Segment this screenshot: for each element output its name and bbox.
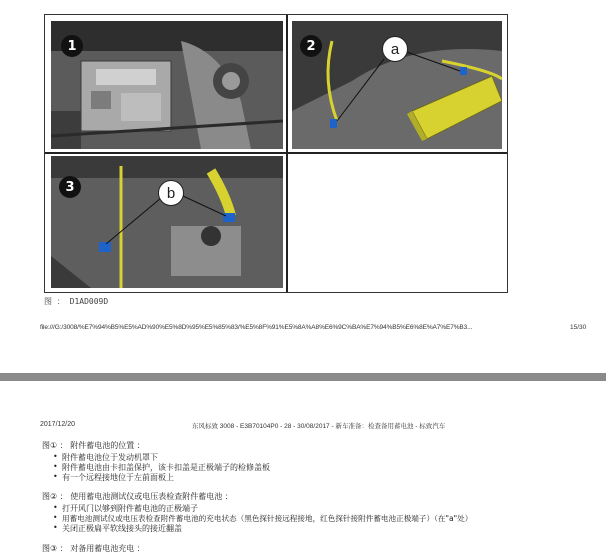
- list-item: • 有一个远程接地位于左前面板上: [62, 472, 174, 483]
- document-date: 2017/12/20: [40, 421, 76, 428]
- list-item: • 打开风门以够到附件蓄电池的正极端子: [62, 503, 198, 514]
- panel-badge-1: 1: [61, 35, 83, 57]
- file-path-link[interactable]: file:///G:/3008/%E7%94%B5%E5%AD%90%E5%8D%95%E5%85%83/%E5%8F%91%E5%8A%A8%E6%9C%BA%E7%94%B5%E6%8E%A7%E7%B3...: [40, 324, 473, 331]
- engine-bay-photo-3: [51, 156, 283, 288]
- page-number: 15/30: [570, 324, 587, 331]
- photo-panel-2: [292, 21, 502, 149]
- callout-a: a: [382, 36, 408, 62]
- panel-badge-2: 2: [300, 35, 322, 57]
- panel-badge-3: 3: [59, 176, 81, 198]
- engine-bay-photo-1: [51, 21, 283, 149]
- page-break-band: [0, 373, 606, 381]
- photo-panel-1: [51, 21, 283, 149]
- photo-panel-3: [51, 156, 283, 288]
- figure-grid: [44, 14, 508, 293]
- document-header: 东风标致 3008 - E3B70104P0 - 28 - 30/08/2017 - 新车准备：检查备用蓄电池 - 标致汽车: [192, 423, 446, 430]
- grid-divider-horizontal: [45, 152, 507, 154]
- callout-b: b: [158, 180, 184, 206]
- section-title-3: 图③ ： 对备用蓄电池充电 ：: [42, 544, 145, 553]
- list-item: • 用蓄电池测试仪或电压表检查附件蓄电池的充电状态（黑色探针接远程接地，红色探针接附件蓄电池正极端子）（在"a"处）: [62, 513, 472, 524]
- figure-caption: 图 ： D1AD009D: [44, 297, 109, 306]
- section-title-2: 图② ： 使用蓄电池测试仪或电压表检查附件蓄电池 ：: [42, 492, 233, 501]
- list-item: • 附件蓄电池由卡扣盖保护，该卡扣盖是正极端子的检修盖板: [62, 462, 270, 473]
- list-item: • 关闭正极扁平软线接头的接近翻盖: [62, 523, 182, 534]
- section-title-1: 图① ： 附件蓄电池的位置 ：: [42, 441, 145, 450]
- list-item: • 附件蓄电池位于发动机罩下: [62, 452, 158, 463]
